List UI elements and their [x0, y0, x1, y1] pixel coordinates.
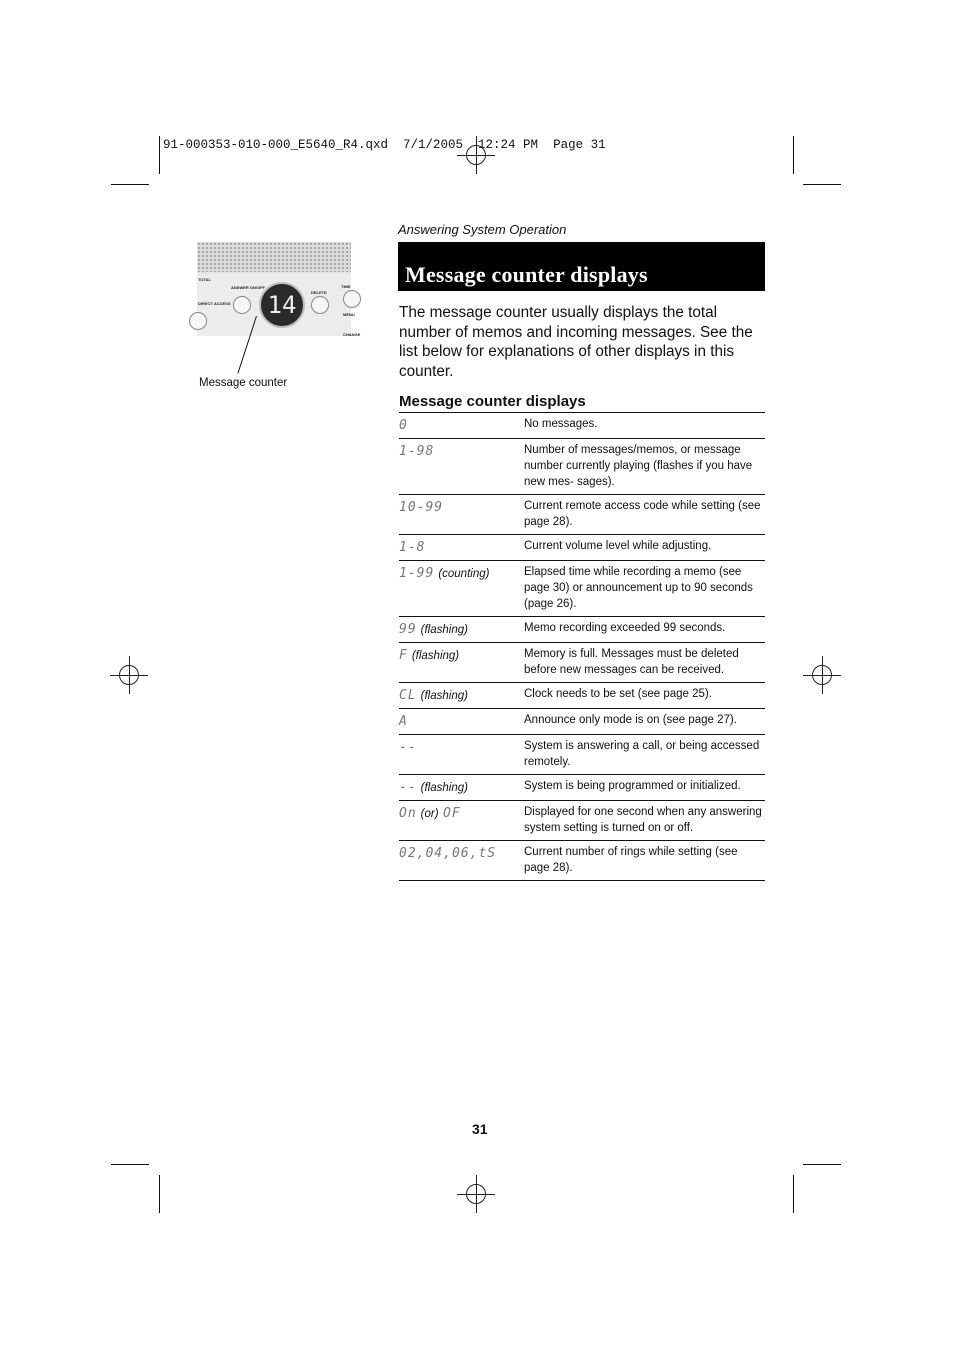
display-code: 1-99: [399, 566, 435, 581]
display-note: (flashing): [411, 650, 460, 662]
display-description: Memo recording exceeded 99 seconds.: [524, 622, 726, 634]
table-row: [399, 561, 765, 617]
menu-label: MENU: [343, 312, 355, 317]
table-row: [399, 617, 765, 643]
direct-access-button: [189, 312, 207, 330]
display-code: 1-8: [399, 540, 426, 555]
display-description: Number of messages/memos, or message number currently playing (flashes if you have new mes- sages).: [524, 444, 753, 488]
table-row: [399, 709, 765, 735]
display-note: (or): [420, 808, 439, 820]
display-description: Current number of rings while setting (see page 28).: [524, 846, 738, 874]
answer-label: ANSWER ON/OFF: [231, 285, 265, 290]
display-description: Memory is full. Messages must be deleted before new messages can be received.: [524, 648, 739, 676]
display-code: 1-98: [399, 444, 435, 459]
display-code: --: [399, 740, 417, 755]
display-description: Elapsed time while recording a memo (see page 30) or announcement up to 90 seconds (page 26).: [524, 566, 753, 610]
display-code: F: [399, 648, 408, 663]
table-row: [399, 413, 765, 439]
table-row: [399, 683, 765, 709]
display-description: Displayed for one second when any answering system setting is turned on or off.: [524, 806, 762, 834]
table-row: [399, 643, 765, 683]
display-code: On: [399, 806, 417, 821]
display-code: --: [399, 780, 417, 795]
table-heading: Message counter displays: [399, 393, 586, 410]
message-counter-display: 14: [259, 282, 305, 328]
speaker-grille: [197, 242, 351, 272]
registration-mark-bottom: [457, 1175, 495, 1213]
counter-display-table: [399, 412, 765, 881]
delete-button: [311, 296, 329, 314]
direct-access-label: DIRECT ACCESS: [198, 301, 231, 306]
display-description: Announce only mode is on (see page 27).: [524, 714, 737, 726]
display-code: A: [399, 714, 408, 729]
table-row: [399, 841, 765, 881]
section-label: Answering System Operation: [398, 222, 567, 237]
file-slug: 91-000353-010-000_E5640_R4.qxd 7/1/2005 12:24 PM Page 31: [163, 138, 606, 152]
figure-caption: Message counter: [199, 377, 288, 389]
display-note: (counting): [438, 568, 490, 580]
display-description: Current remote access code while setting (see page 28).: [524, 500, 761, 528]
answering-machine-photo: [197, 242, 361, 337]
table-row: [399, 735, 765, 775]
table-row: [399, 535, 765, 561]
display-code: 10-99: [399, 500, 444, 515]
display-note: (flashing): [420, 690, 468, 702]
registration-mark-left: [110, 656, 148, 694]
table-row: [399, 801, 765, 841]
intro-paragraph: The message counter usually displays the total number of memos and incoming messages. See the list below for explanations of other displays in this counter.: [399, 304, 753, 380]
power-button: [233, 296, 251, 314]
display-note: (flashing): [420, 624, 468, 636]
total-label: TOTAL: [198, 277, 211, 282]
time-button: [343, 290, 361, 308]
display-description: Current volume level while adjusting.: [524, 540, 712, 552]
change-label: CHANGE: [343, 332, 361, 337]
delete-label: DELETE: [311, 290, 327, 295]
title-bar: [398, 242, 765, 291]
display-code: 0: [399, 418, 408, 433]
table-row: [399, 439, 765, 495]
display-description: Clock needs to be set (see page 25).: [524, 688, 712, 700]
display-code: CL: [399, 688, 417, 703]
display-code-alt: OF: [443, 806, 461, 821]
page-title: Message counter displays: [405, 262, 648, 287]
display-note: (flashing): [420, 782, 468, 794]
time-label: TIME: [341, 284, 351, 289]
registration-mark-right: [803, 656, 841, 694]
display-description: System is answering a call, or being accessed remotely.: [524, 740, 760, 768]
display-description: No messages.: [524, 418, 598, 430]
page-number: 31: [472, 1121, 488, 1137]
table-row: [399, 495, 765, 535]
display-code: 99: [399, 622, 417, 637]
table-row: [399, 775, 765, 801]
display-description: System is being programmed or initialized.: [524, 780, 741, 792]
display-code: 02,04,06,tS: [399, 846, 497, 861]
